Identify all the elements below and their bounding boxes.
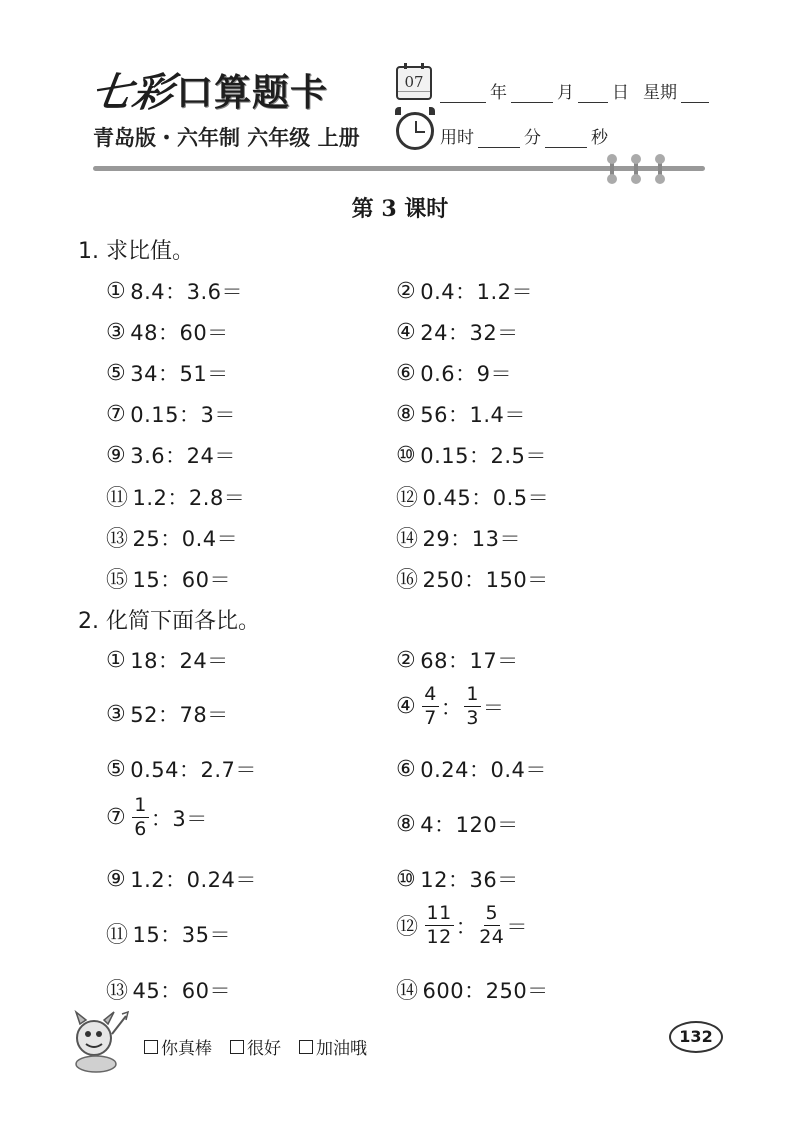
numerator: 1: [134, 794, 147, 816]
problem-number: ⑨: [106, 866, 127, 892]
equals-sign: ＝: [506, 914, 528, 939]
problem-number: ④: [396, 694, 417, 719]
minutes-label: 分: [524, 128, 541, 148]
rating-label: 你真棒: [161, 1039, 212, 1059]
problem-number: ①: [106, 278, 127, 304]
s1-problem-6[interactable]: [396, 358, 512, 388]
numerator: 11: [426, 902, 452, 924]
problem-text: 250：150＝: [422, 567, 549, 592]
date-fields: [440, 78, 709, 103]
section1-heading: 1. 求比值。: [78, 239, 194, 264]
denominator: 24: [479, 926, 505, 948]
s2-problem-9[interactable]: [106, 864, 257, 894]
problem-text: 52：78＝: [130, 703, 229, 727]
problem-text: 0.45：0.5＝: [422, 485, 550, 510]
problem-text: 600：250＝: [422, 978, 549, 1003]
s2-problem-12[interactable]: [396, 904, 528, 947]
s1-problem-7[interactable]: [106, 399, 236, 429]
problem-text: 25：0.4＝: [132, 526, 239, 551]
problem-number: ⑪: [106, 486, 129, 511]
problem-number: ⑫: [396, 915, 419, 940]
problem-text: 0.54：2.7＝: [130, 758, 257, 782]
problem-number: ⑩: [396, 442, 417, 468]
problem-number: ⑭: [396, 979, 419, 1004]
s2-problem-7[interactable]: [106, 796, 208, 839]
day-blank[interactable]: [578, 85, 608, 103]
problem-number: ⑤: [106, 756, 127, 782]
s1-problem-5[interactable]: [106, 358, 229, 388]
problem-number: ⑪: [106, 923, 129, 948]
fraction-4-7: [422, 685, 439, 728]
problem-text: 0.15：2.5＝: [420, 444, 547, 468]
s1-problem-13[interactable]: [106, 522, 238, 553]
weekday-label: 星期: [643, 83, 677, 103]
numerator: 4: [424, 683, 437, 705]
problem-text: 8.4：3.6＝: [130, 280, 244, 304]
numerator: 5: [485, 902, 499, 924]
rating-label: 加油哦: [316, 1039, 367, 1059]
problem-text: 0.4：1.2＝: [420, 280, 534, 304]
s1-problem-3[interactable]: [106, 317, 229, 347]
fraction-1-6: [132, 796, 149, 839]
problem-number: ⑥: [396, 360, 417, 386]
checkbox[interactable]: [230, 1040, 244, 1054]
brand-rest: 口算题卡: [176, 71, 328, 114]
problem-text: 12：36＝: [420, 868, 519, 892]
lesson-title: 第 3 课时: [351, 196, 449, 222]
problem-number: ⑦: [106, 805, 127, 830]
ratio-colon: ：: [440, 695, 463, 720]
mascot-icon: [66, 1008, 132, 1074]
time-used-label: 用时: [440, 128, 474, 148]
problem-text: 18：24＝: [130, 649, 229, 673]
problem-text: 56：1.4＝: [420, 403, 526, 427]
problem-number: ③: [106, 701, 127, 727]
s1-problem-10[interactable]: [396, 440, 547, 470]
year-label: 年: [490, 83, 507, 103]
problem-text: 15：35＝: [132, 922, 231, 947]
edition-label: 青岛版・六年制 六年级 上册: [93, 126, 360, 150]
problem-number: ⑯: [396, 568, 419, 593]
problem-number: ⑥: [396, 756, 417, 782]
s1-problem-8[interactable]: [396, 399, 526, 429]
s2-problem-3[interactable]: [106, 699, 229, 729]
rating-option-great[interactable]: [144, 1034, 212, 1059]
calendar-number: 07: [398, 73, 430, 92]
s1-problem-12[interactable]: [396, 481, 549, 512]
problem-number: ④: [396, 319, 417, 345]
ring-binder-pegs: [606, 156, 668, 184]
rating-option-good[interactable]: [230, 1034, 281, 1059]
rating-label: 很好: [247, 1039, 281, 1059]
seconds-blank[interactable]: [545, 130, 587, 148]
fraction-5-24: [479, 904, 504, 947]
checkbox[interactable]: [299, 1040, 313, 1054]
self-rating-options: [144, 1034, 367, 1059]
problem-text: 4：120＝: [420, 813, 519, 837]
s2-problem-6[interactable]: [396, 754, 547, 784]
s2-problem-13[interactable]: [106, 974, 231, 1005]
problem-text: 1.2：0.24＝: [130, 868, 257, 892]
problem-text: 68：17＝: [420, 649, 519, 673]
s2-problem-4[interactable]: [396, 685, 504, 728]
s2-problem-5[interactable]: [106, 754, 257, 784]
s2-problem-11[interactable]: [106, 918, 231, 949]
alarm-clock-icon: [396, 112, 434, 150]
s1-problem-9[interactable]: [106, 440, 236, 470]
numerator: 1: [466, 683, 479, 705]
problem-text: 1.2：2.8＝: [132, 485, 246, 510]
s1-problem-15[interactable]: [106, 563, 231, 594]
s2-problem-14[interactable]: [396, 974, 549, 1005]
s2-problem-10[interactable]: [396, 864, 519, 894]
fraction-1-3: [464, 685, 481, 728]
s2-problem-1[interactable]: [106, 645, 229, 675]
month-blank[interactable]: [511, 85, 553, 103]
problem-number: ①: [106, 647, 127, 673]
problem-text: 34：51＝: [130, 362, 229, 386]
problem-text: 48：60＝: [130, 321, 229, 345]
s2-problem-8[interactable]: [396, 809, 519, 839]
denominator: 6: [134, 818, 147, 840]
problem-text: 29：13＝: [422, 526, 521, 551]
denominator: 3: [466, 707, 479, 729]
page-number: 132: [669, 1021, 723, 1053]
section2-heading: 2. 化简下面各比。: [78, 609, 260, 634]
denominator: 7: [424, 707, 437, 729]
problem-text: 0.24：0.4＝: [420, 758, 547, 782]
problem-number: ⑦: [106, 401, 127, 427]
problem-text: ：3＝: [150, 806, 208, 831]
problem-number: ⑩: [396, 866, 417, 892]
problem-number: ③: [106, 319, 127, 345]
calendar-icon: [396, 66, 432, 100]
problem-text: 3.6：24＝: [130, 444, 236, 468]
s1-problem-14[interactable]: [396, 522, 521, 553]
month-label: 月: [557, 83, 574, 103]
s2-problem-2[interactable]: [396, 645, 519, 675]
problem-number: ⑬: [106, 979, 129, 1004]
minutes-blank[interactable]: [478, 130, 520, 148]
s1-problem-16[interactable]: [396, 563, 549, 594]
problem-text: 45：60＝: [132, 978, 231, 1003]
problem-text: 24：32＝: [420, 321, 519, 345]
problem-number: ⑧: [396, 401, 417, 427]
ratio-colon: ：: [455, 914, 478, 939]
s1-problem-1[interactable]: [106, 276, 243, 306]
brand-first: 七彩: [88, 69, 177, 116]
denominator: 12: [426, 926, 452, 948]
problem-number: ⑨: [106, 442, 127, 468]
problem-number: ⑬: [106, 527, 129, 552]
year-blank[interactable]: [440, 85, 486, 103]
s1-problem-2[interactable]: [396, 276, 533, 306]
problem-number: ⑫: [396, 486, 419, 511]
weekday-blank[interactable]: [681, 85, 709, 103]
problem-number: ⑮: [106, 568, 129, 593]
s1-problem-11[interactable]: [106, 481, 245, 512]
fraction-11-12: [425, 904, 454, 947]
rating-option-keep-going[interactable]: [299, 1034, 367, 1059]
problem-number: ②: [396, 647, 417, 673]
problem-number: ⑧: [396, 811, 417, 837]
time-fields: [440, 123, 608, 148]
problem-number: ⑤: [106, 360, 127, 386]
problem-text: 0.15：3＝: [130, 403, 236, 427]
problem-number: ⑭: [396, 527, 419, 552]
brand-logo: [88, 66, 328, 116]
day-label: 日: [612, 83, 629, 103]
equals-sign: ＝: [482, 695, 505, 720]
seconds-label: 秒: [591, 128, 608, 148]
s1-problem-4[interactable]: [396, 317, 519, 347]
problem-text: 15：60＝: [132, 567, 231, 592]
checkbox[interactable]: [144, 1040, 158, 1054]
problem-text: 0.6：9＝: [420, 362, 512, 386]
problem-number: ②: [396, 278, 417, 304]
